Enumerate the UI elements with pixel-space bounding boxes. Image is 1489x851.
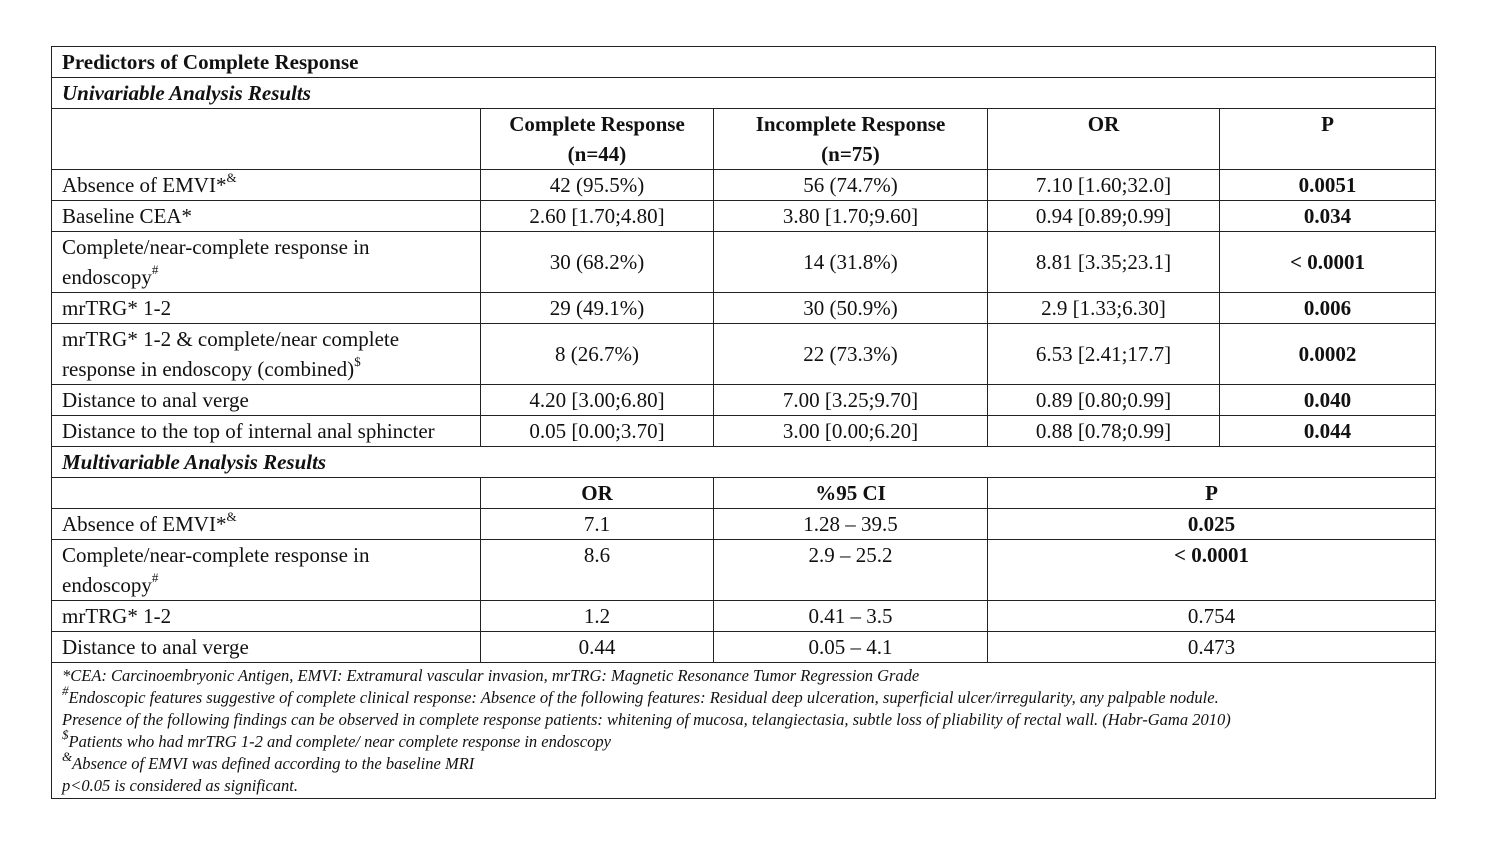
cell-icr: 3.80 [1.70;9.60] <box>714 201 988 232</box>
cell-icr: 7.00 [3.25;9.70] <box>714 385 988 416</box>
cell-or: 7.1 <box>481 509 714 540</box>
table-row <box>52 293 1436 324</box>
row-label: Absence of EMVI*& <box>52 509 481 540</box>
cell-p: 0.006 <box>1220 293 1436 324</box>
footnote-abbreviations: *CEA: Carcinoembryonic Antigen, EMVI: Extramural vascular invasion, mrTRG: Magnetic Resonance Tumor Regression Grade <box>62 666 920 685</box>
cell-cr: 29 (49.1%) <box>481 293 714 324</box>
cell-or: 7.10 [1.60;32.0] <box>988 170 1220 201</box>
cell-cr: 0.05 [0.00;3.70] <box>481 416 714 447</box>
cell-p: 0.044 <box>1220 416 1436 447</box>
cell-cr: 42 (95.5%) <box>481 170 714 201</box>
multivariable-header-row <box>52 478 1436 509</box>
cell-icr: 22 (73.3%) <box>714 324 988 385</box>
footnote-significance: p<0.05 is considered as significant. <box>62 776 299 795</box>
row-label: Distance to anal verge <box>52 385 481 416</box>
cell-p: 0.0002 <box>1220 324 1436 385</box>
cell-p: < 0.0001 <box>1220 232 1436 293</box>
row-label: Distance to the top of internal anal sphincter <box>52 416 481 447</box>
cell-cr: 8 (26.7%) <box>481 324 714 385</box>
table-row <box>52 170 1436 201</box>
table-row <box>52 201 1436 232</box>
footnote-combined: $Patients who had mrTRG 1-2 and complete/ near complete response in endoscopy <box>62 726 611 751</box>
footnote-emvi: &Absence of EMVI was defined according to the baseline MRI <box>62 748 475 773</box>
table-row <box>52 540 1436 601</box>
cell-or: 8.6 <box>481 540 714 601</box>
cell-or: 0.94 [0.89;0.99] <box>988 201 1220 232</box>
cell-or: 8.81 [3.35;23.1] <box>988 232 1220 293</box>
cell-cr: 4.20 [3.00;6.80] <box>481 385 714 416</box>
univariable-section-title: Univariable Analysis Results <box>52 78 1436 109</box>
header-ci: %95 CI <box>714 478 988 509</box>
table-row <box>52 509 1436 540</box>
cell-p: 0.754 <box>988 601 1436 632</box>
cell-ci: 0.05 – 4.1 <box>714 632 988 663</box>
cell-p: 0.040 <box>1220 385 1436 416</box>
multivariable-section-title: Multivariable Analysis Results <box>52 447 1436 478</box>
cell-or: 0.88 [0.78;0.99] <box>988 416 1220 447</box>
header-p: P <box>1220 109 1436 170</box>
row-label: Baseline CEA* <box>52 201 481 232</box>
cell-or: 0.44 <box>481 632 714 663</box>
table-title: Predictors of Complete Response <box>52 47 1436 78</box>
cell-or: 2.9 [1.33;6.30] <box>988 293 1220 324</box>
header-p: P <box>988 478 1436 509</box>
cell-p: 0.0051 <box>1220 170 1436 201</box>
table-row <box>52 601 1436 632</box>
cell-icr: 14 (31.8%) <box>714 232 988 293</box>
row-label: Complete/near-complete response in endoscopy# <box>52 232 481 293</box>
header-or: OR <box>481 478 714 509</box>
cell-or: 1.2 <box>481 601 714 632</box>
footnote-endoscopic: #Endoscopic features suggestive of complete clinical response: Absence of the following features: Residual deep ulceration, superficial ulcer/irregularity, any palpable nodule. <box>62 682 1219 707</box>
table-row <box>52 385 1436 416</box>
header-complete-response: Complete Response (n=44) <box>481 109 714 170</box>
row-label: mrTRG* 1-2 & complete/near complete response in endoscopy (combined)$ <box>52 324 481 385</box>
footnotes <box>52 663 1436 799</box>
cell-cr: 2.60 [1.70;4.80] <box>481 201 714 232</box>
table-row <box>52 324 1436 385</box>
cell-icr: 30 (50.9%) <box>714 293 988 324</box>
header-incomplete-response: Incomplete Response (n=75) <box>714 109 988 170</box>
cell-icr: 56 (74.7%) <box>714 170 988 201</box>
cell-ci: 2.9 – 25.2 <box>714 540 988 601</box>
cell-ci: 1.28 – 39.5 <box>714 509 988 540</box>
cell-p: < 0.0001 <box>988 540 1436 601</box>
cell-p: 0.025 <box>988 509 1436 540</box>
row-label: Distance to anal verge <box>52 632 481 663</box>
row-label: Absence of EMVI*& <box>52 170 481 201</box>
table-row <box>52 416 1436 447</box>
cell-cr: 30 (68.2%) <box>481 232 714 293</box>
univariable-header-row <box>52 109 1436 170</box>
cell-or: 6.53 [2.41;17.7] <box>988 324 1220 385</box>
footnote-endoscopic-cont: Presence of the following findings can be observed in complete response patients: whitening of mucosa, telangiectasia, subtle loss of pliability of rectal wall. (Habr-Gama 2010) <box>62 710 1231 729</box>
row-label: mrTRG* 1-2 <box>52 601 481 632</box>
cell-or: 0.89 [0.80;0.99] <box>988 385 1220 416</box>
table-row <box>52 632 1436 663</box>
cell-icr: 3.00 [0.00;6.20] <box>714 416 988 447</box>
row-label: Complete/near-complete response in endoscopy# <box>52 540 481 601</box>
cell-ci: 0.41 – 3.5 <box>714 601 988 632</box>
cell-p: 0.034 <box>1220 201 1436 232</box>
row-label: mrTRG* 1-2 <box>52 293 481 324</box>
header-or: OR <box>988 109 1220 170</box>
predictors-table <box>51 46 1436 799</box>
cell-p: 0.473 <box>988 632 1436 663</box>
table-row <box>52 232 1436 293</box>
